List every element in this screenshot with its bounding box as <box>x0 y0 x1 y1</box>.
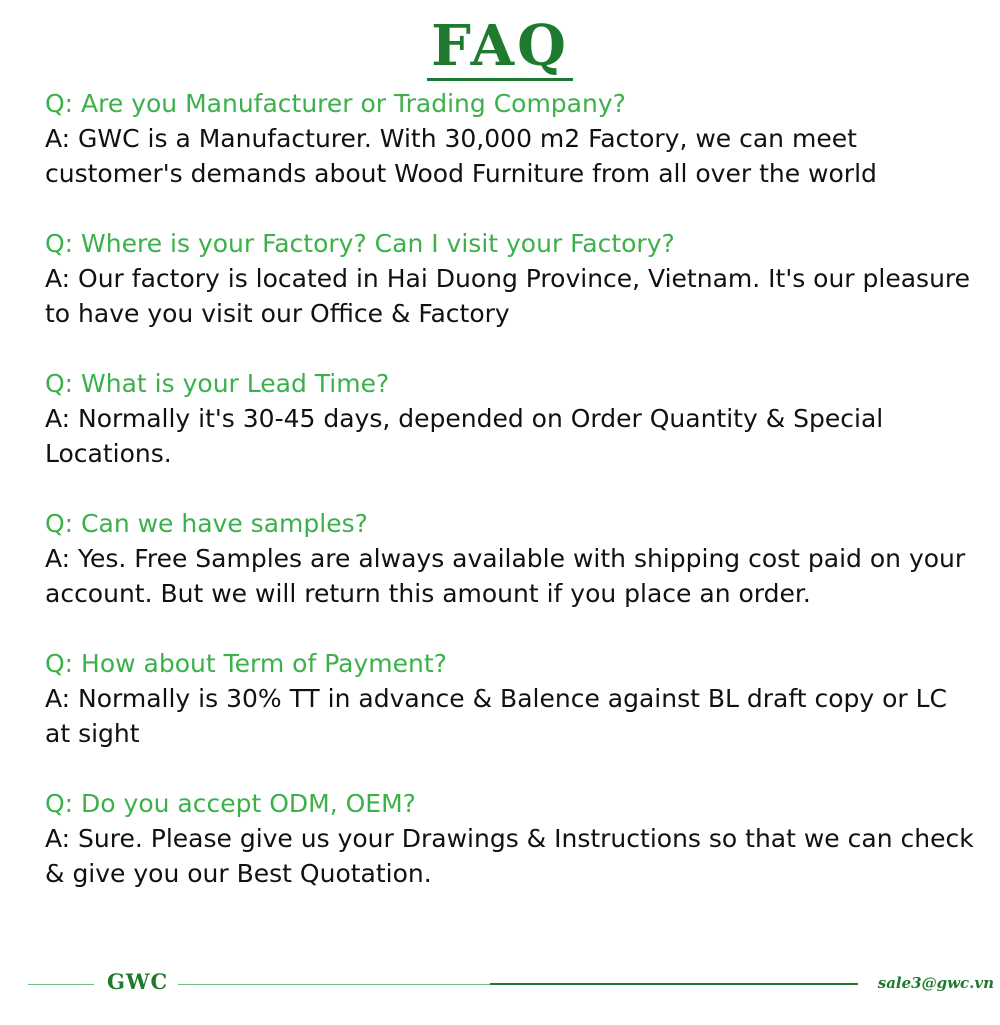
faq-question: Q: Are you Manufacturer or Trading Company? <box>45 89 626 118</box>
faq-question: Q: How about Term of Payment? <box>45 649 447 678</box>
faq-item <box>45 366 975 471</box>
faq-question: Q: Do you accept ODM, OEM? <box>45 789 416 818</box>
footer-email: sale3@gwc.vn <box>877 974 994 992</box>
faq-answer: A: Normally is 30% TT in advance & Balence against BL draft copy or LC at sight <box>45 684 948 748</box>
footer-divider-accent <box>490 983 858 985</box>
faq-item <box>45 646 975 751</box>
header <box>0 14 1000 81</box>
faq-question: Q: Can we have samples? <box>45 509 368 538</box>
page-title: FAQ <box>427 14 573 81</box>
footer-divider-left <box>28 984 94 985</box>
faq-answer: A: GWC is a Manufacturer. With 30,000 m2 Factory, we can meet customer's demands about Wood Furniture from all over the world <box>45 124 877 188</box>
footer <box>0 968 1000 998</box>
faq-answer: A: Sure. Please give us your Drawings & Instructions so that we can check & give you our Best Quotation. <box>45 824 974 888</box>
faq-answer: A: Our factory is located in Hai Duong Province, Vietnam. It's our pleasure to have you visit our Office & Factory <box>45 264 971 328</box>
faq-list <box>45 86 975 926</box>
faq-item <box>45 226 975 331</box>
footer-brand-logo: GWC <box>107 969 169 994</box>
faq-answer: A: Normally it's 30-45 days, depended on Order Quantity & Special Locations. <box>45 404 884 468</box>
faq-item <box>45 786 975 891</box>
faq-item <box>45 506 975 611</box>
faq-question: Q: Where is your Factory? Can I visit your Factory? <box>45 229 675 258</box>
faq-item <box>45 86 975 191</box>
faq-answer: A: Yes. Free Samples are always available with shipping cost paid on your account. But we will return this amount if you place an order. <box>45 544 966 608</box>
faq-question: Q: What is your Lead Time? <box>45 369 390 398</box>
